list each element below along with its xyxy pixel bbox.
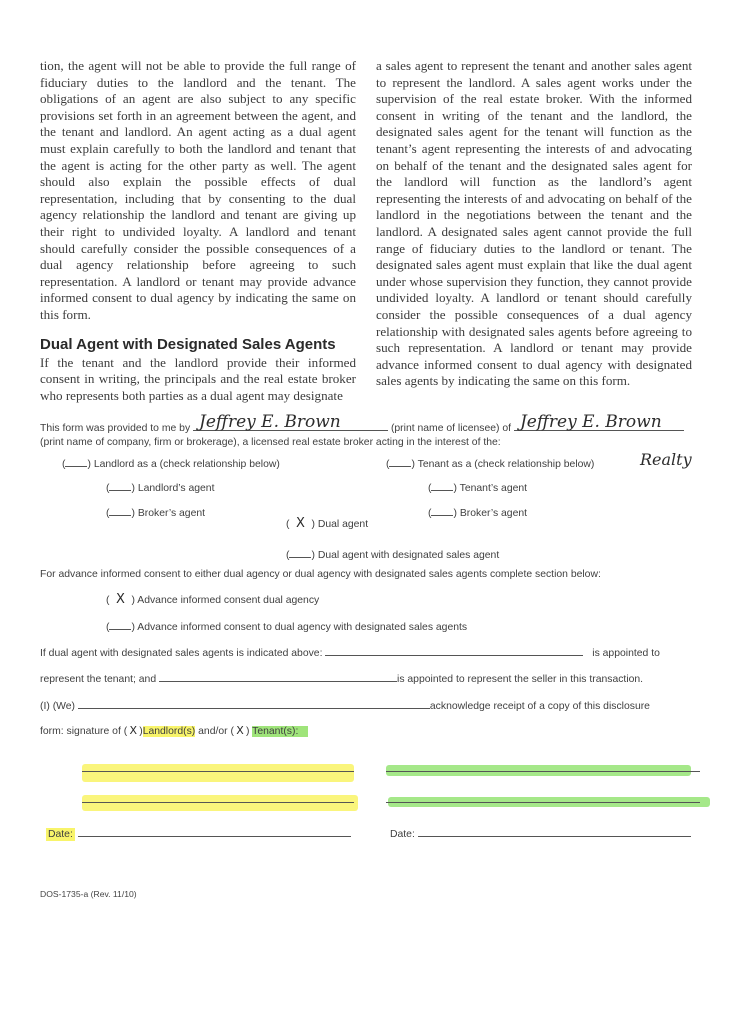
signature-of-label: form: signature of	[40, 726, 121, 737]
landlord-signature-line-1[interactable]	[82, 771, 354, 772]
brokers-agent-left-option[interactable]	[106, 505, 205, 521]
tenant-signature-line-2[interactable]	[386, 802, 700, 803]
landlord-sig-label: Landlord(s)	[142, 726, 196, 737]
provided-by-line	[40, 412, 684, 436]
designated-line-2	[40, 671, 643, 687]
dual-agent-check-mark: X	[296, 516, 305, 531]
date-left-field[interactable]	[78, 826, 351, 837]
right-column	[376, 58, 692, 390]
licensee-name-field[interactable]	[193, 412, 388, 432]
advance-designated-checkbox[interactable]: ( )	[106, 622, 135, 633]
tenant-agent-name-field[interactable]	[325, 645, 583, 656]
dual-agent-checkbox[interactable]: ( X )	[286, 516, 315, 531]
tenant-as-label: Tenant as a (check relationship below)	[417, 459, 595, 470]
dual-agent-designated-option[interactable]	[286, 547, 499, 563]
tenant-as-checkbox[interactable]: ( )	[386, 459, 415, 470]
brokers-agent-right-label: Broker’s agent	[459, 508, 528, 519]
advance-designated-option[interactable]	[106, 619, 467, 635]
date-left-label: Date:	[48, 829, 73, 840]
designated-line-2-suffix: is appointed to represent the seller in this transaction.	[397, 674, 644, 685]
advance-consent-intro: For advance informed consent to either dual agency or dual agency with designated sales agents complete section below:	[40, 569, 601, 580]
acknowledge-suffix: acknowledge receipt of a copy of this disclosure	[429, 701, 650, 712]
landlord-as-checkbox[interactable]: ( )	[62, 459, 91, 470]
right-paragraph-1: a sales agent to represent the tenant and another sales agent to represent the landlord. A sales agent works under the supervision of the real estate broker. With the informed consent in writing of the tenant and the landlord, the designated sales agent for the tenant will function as the tenant’s agent representing the interests of and advocating on behalf of the tenant and the designated sales agent for the landlord will function as the landlord’s agent representing the interests of and advocating on behalf of the landlord in the negotiations between the tenant and the landlord. A designated sales agent cannot provide the full range of fiduciary duties to the landlord or tenant. The designated sales agent must explain that like the dual agent under whose supervision they function, they cannot provide undivided loyalty. A landlord or tenant should carefully consider the possible consequences of a dual agency relationship with designated sales agents before agreeing to such representation. A landlord or tenant may provide advance informed consent to dual agency with designated sales agents by indicating the same on this form.	[376, 58, 692, 389]
company-name-handwriting-line1: Jeffrey E. Brown	[519, 412, 662, 432]
designated-line-2-label: represent the tenant; and	[40, 674, 157, 685]
company-name-field[interactable]	[514, 412, 684, 432]
advance-dual-label: Advance informed consent dual agency	[137, 595, 320, 606]
licensee-name-handwriting: Jeffrey E. Brown	[199, 412, 341, 432]
landlord-signature-line-2[interactable]	[82, 802, 354, 803]
tenant-signature-line-1[interactable]	[386, 771, 700, 772]
advance-dual-checkbox[interactable]: ( X )	[106, 592, 135, 607]
designated-line-1-label: If dual agent with designated sales agents is indicated above:	[40, 648, 323, 659]
acknowledge-name-field[interactable]	[78, 698, 430, 709]
landlords-agent-option[interactable]	[106, 480, 214, 496]
tenants-agent-option[interactable]	[428, 480, 527, 496]
advance-dual-check-mark: X	[116, 592, 125, 607]
landlord-signature-highlight-1	[82, 764, 354, 782]
and-or-label: and/or	[198, 726, 228, 737]
tenants-agent-label: Tenant’s agent	[459, 483, 528, 494]
landlord-as-option[interactable]	[62, 456, 280, 472]
section-heading: Dual Agent with Designated Sales Agents	[40, 335, 336, 353]
landlord-as-label: Landlord as a (check relationship below)	[93, 459, 280, 470]
date-right-field[interactable]	[418, 826, 691, 837]
dual-agent-designated-label: Dual agent with designated sales agent	[317, 550, 500, 561]
licensee-label: (print name of licensee) of	[390, 423, 512, 434]
landlords-agent-checkbox[interactable]: ( )	[106, 483, 135, 494]
brokers-agent-right-option[interactable]	[428, 505, 527, 521]
left-column	[40, 58, 356, 404]
advance-designated-label: Advance informed consent to dual agency with designated sales agents	[137, 622, 468, 633]
dual-agent-designated-checkbox[interactable]: ( )	[286, 550, 315, 561]
brokers-agent-left-checkbox[interactable]: ( )	[106, 508, 135, 519]
landlord-signature-highlight-2	[82, 795, 358, 811]
brokers-agent-left-label: Broker’s agent	[137, 508, 206, 519]
tenants-agent-checkbox[interactable]: ( )	[428, 483, 457, 494]
designated-line-1-suffix: is appointed to	[592, 648, 660, 659]
designated-line-1	[40, 645, 660, 661]
dual-agent-label: Dual agent	[317, 519, 369, 530]
form-id-footer: DOS-1735-a (Rev. 11/10)	[40, 889, 137, 899]
company-suffix-line: (print name of company, firm or brokerage), a licensed real estate broker acting in the interest of the:	[40, 437, 501, 448]
brokers-agent-right-checkbox[interactable]: ( )	[428, 508, 457, 519]
acknowledge-prefix: (I) (We)	[40, 701, 76, 712]
landlord-sig-check-mark: X	[129, 724, 137, 737]
dual-agent-option[interactable]	[286, 517, 368, 532]
tenant-as-option[interactable]	[386, 456, 594, 472]
landlord-sig-checkbox[interactable]: ( X )	[123, 724, 143, 737]
date-left-line	[46, 826, 351, 842]
seller-agent-name-field[interactable]	[159, 671, 397, 682]
date-right-label: Date:	[390, 829, 415, 840]
tenant-sig-label: Tenant(s):	[252, 726, 308, 737]
date-right-line	[390, 826, 691, 842]
advance-dual-option[interactable]	[106, 593, 319, 608]
provided-by-label: This form was provided to me by	[40, 423, 191, 434]
acknowledge-line	[40, 698, 650, 714]
left-paragraph-2: If the tenant and the landlord provide their informed consent in writing, the principals and the real estate broker who represents both parties as a dual agent may designate	[40, 354, 356, 403]
company-name-handwriting-line2: Realty	[640, 450, 692, 469]
left-paragraph-1: tion, the agent will not be able to provide the full range of fiduciary duties to the landlord and the tenant. The obligations of an agent are also subject to any specific provisions set forth in an agreement between the agent, and the tenant and landlord. An agent acting as a dual agent must explain carefully to both the landlord and tenant that the agent is acting for the other party as well. The agent should also explain the possible effects of dual representation, including that by consenting to the dual agency relationship the landlord and tenant are giving up their right to undivided loyalty. A landlord and tenant should carefully consider the possible consequences of a dual agency relationship before agreeing to such representation. A landlord or tenant may provide advance informed consent to dual agency by indicating the same on this form.	[40, 58, 356, 322]
tenant-sig-check-mark: X	[236, 724, 244, 737]
signature-of-line	[40, 724, 308, 739]
landlords-agent-label: Landlord’s agent	[137, 483, 215, 494]
tenant-sig-checkbox[interactable]: ( X )	[230, 724, 250, 737]
